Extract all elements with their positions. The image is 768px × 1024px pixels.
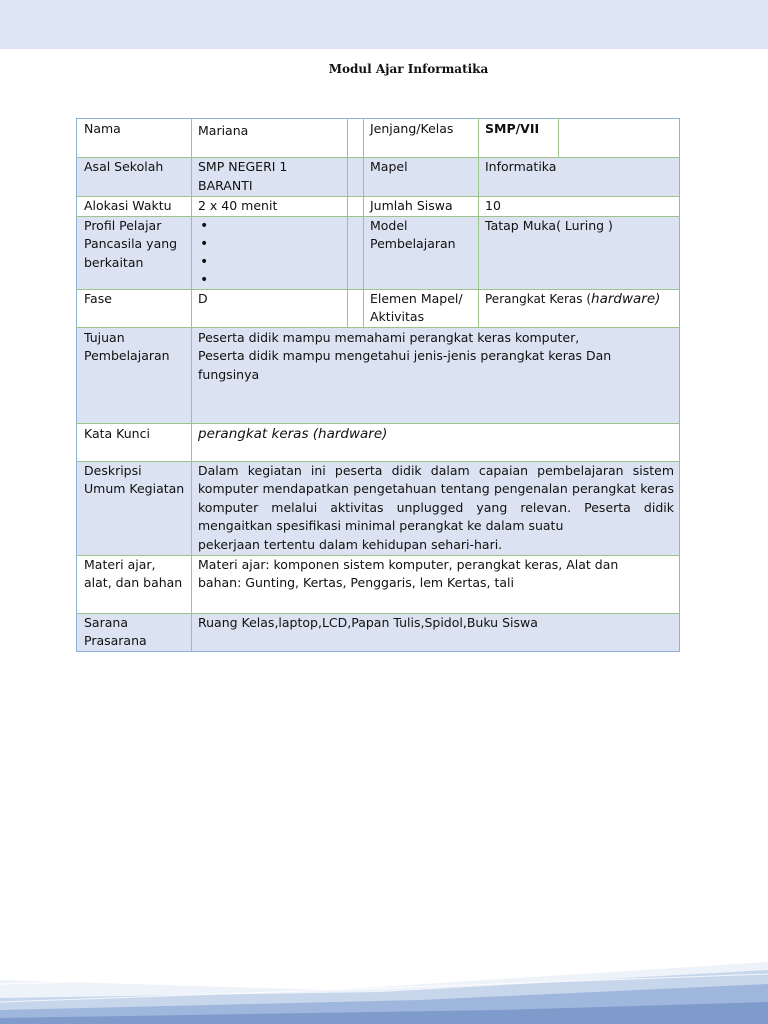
deskripsi-paragraph: Dalam kegiatan ini peserta didik dalam capaian pembelajaran sistem komputer mendapatkan pengetahuan tentang pengenalan perangkat keras komputer melalui aktivitas unplugged yang relevan. Peserta didik mengaitkan spesifikasi minimal perangkat ke dalam suatu xyxy=(198,462,674,533)
row-asal-sekolah xyxy=(77,158,680,197)
tujuan-line-1: Peserta didik mampu memahami perangkat keras komputer, xyxy=(198,329,580,345)
value-jenjang-kelas: SMP/VII xyxy=(479,119,559,158)
row-profil-pelajar xyxy=(77,216,680,289)
label-fase: Fase xyxy=(77,289,192,327)
value-nama: Mariana xyxy=(192,119,348,158)
value-profil-pelajar xyxy=(192,216,348,289)
value-kata-kunci: perangkat keras (hardware) xyxy=(192,423,680,461)
row-nama xyxy=(77,119,680,158)
list-item: • xyxy=(200,235,209,252)
spacer-cell xyxy=(348,119,364,158)
label-sarana-prasarana: Sarana Prasarana xyxy=(77,613,192,651)
label-jenjang-kelas: Jenjang/Kelas xyxy=(364,119,479,158)
elemen-mapel-prefix: Perangkat Keras ( xyxy=(485,291,592,306)
module-info-table xyxy=(76,118,680,652)
elemen-mapel-italic: hardware) xyxy=(591,290,661,307)
value-tujuan-pembelajaran xyxy=(192,327,680,423)
label-mapel: Mapel xyxy=(364,158,479,197)
spacer-cell xyxy=(348,216,364,289)
label-deskripsi-umum: Deskripsi Umum Kegiatan xyxy=(77,461,192,555)
list-item: • xyxy=(200,271,209,288)
label-kata-kunci: Kata Kunci xyxy=(77,423,192,461)
value-model-pembelajaran: Tatap Muka( Luring ) xyxy=(479,216,680,289)
label-jumlah-siswa: Jumlah Siswa xyxy=(364,197,479,217)
spacer-cell xyxy=(348,158,364,197)
row-kata-kunci xyxy=(77,423,680,461)
row-sarana-prasarana xyxy=(77,613,680,651)
value-deskripsi-umum xyxy=(192,461,680,555)
value-jumlah-siswa: 10 xyxy=(479,197,680,217)
empty-cell xyxy=(559,119,680,158)
tujuan-line-2: Peserta didik mampu mengetahui jenis-jenis perangkat keras Dan fungsinya xyxy=(198,348,612,382)
value-materi-ajar xyxy=(192,555,680,613)
label-alokasi-waktu: Alokasi Waktu xyxy=(77,197,192,217)
row-fase xyxy=(77,289,680,327)
value-mapel: Informatika xyxy=(479,158,680,197)
row-deskripsi-umum xyxy=(77,461,680,555)
value-alokasi-waktu: 2 x 40 menit xyxy=(192,197,348,217)
label-elemen-mapel: Elemen Mapel/ Aktivitas xyxy=(364,289,479,327)
label-tujuan-pembelajaran: Tujuan Pembelajaran xyxy=(77,327,192,423)
spacer-cell xyxy=(348,289,364,327)
label-materi-ajar: Materi ajar, alat, dan bahan xyxy=(77,555,192,613)
list-item: • xyxy=(200,217,209,234)
label-asal-sekolah: Asal Sekolah xyxy=(77,158,192,197)
document-title: Modul Ajar Informatika xyxy=(328,62,489,76)
value-elemen-mapel xyxy=(479,289,680,327)
row-tujuan-pembelajaran xyxy=(77,327,680,423)
spacer-cell xyxy=(348,197,364,217)
list-item: • xyxy=(200,253,209,270)
materi-ajar-text: Materi ajar: komponen sistem komputer, perangkat keras, Alat dan bahan: Gunting, Kertas, Penggaris, lem Kertas, tali xyxy=(198,556,619,590)
profil-bullet-list xyxy=(198,217,342,289)
value-asal-sekolah: SMP NEGERI 1 BARANTI xyxy=(192,158,348,197)
value-fase: D xyxy=(192,289,348,327)
label-nama: Nama xyxy=(77,119,192,158)
label-profil-pelajar: Profil Pelajar Pancasila yang berkaitan xyxy=(77,216,192,289)
header-band xyxy=(0,0,768,49)
footer-wave-decoration xyxy=(0,950,768,1024)
label-model-pembelajaran: Model Pembelajaran xyxy=(364,216,479,289)
value-sarana-prasarana: Ruang Kelas,laptop,LCD,Papan Tulis,Spidol,Buku Siswa xyxy=(192,613,680,651)
row-materi-ajar xyxy=(77,555,680,613)
row-alokasi-waktu xyxy=(77,197,680,217)
deskripsi-last-line: pekerjaan tertentu dalam kehidupan sehari-hari. xyxy=(198,536,503,552)
